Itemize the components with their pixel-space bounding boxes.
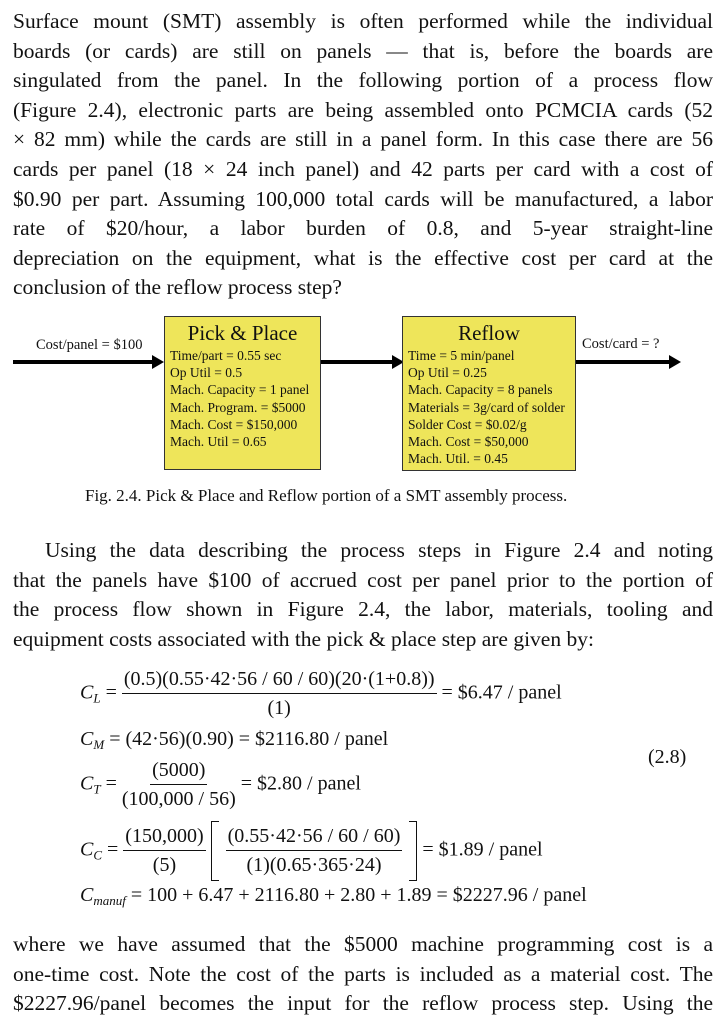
text-line: × 82 mm) while the cards are still in a panel form. In this case there are 56 — [13, 127, 713, 152]
reflow-attr: Op Util = 0.25 — [408, 365, 487, 381]
pick-place-title: Pick & Place — [187, 321, 298, 345]
text-line: $0.90 per part. Assuming 100,000 total cards will be manufactured, a labor — [13, 186, 713, 211]
output-arrow — [576, 360, 670, 364]
text-line: the process flow shown in Figure 2.4, the labor, materials, tooling and — [13, 597, 713, 622]
text-line: Surface mount (SMT) assembly is often performed while the individual — [13, 9, 713, 33]
middle-arrow — [321, 360, 393, 364]
reflow-box — [402, 316, 576, 471]
figure-caption: Fig. 2.4. Pick & Place and Reflow portion of a SMT assembly process. — [85, 486, 568, 505]
pick-place-attr: Op Util = 0.5 — [170, 365, 243, 381]
pick-place-attr: Mach. Util = 0.65 — [170, 434, 267, 450]
text-line: where we have assumed that the $5000 machine programming cost is a — [13, 932, 713, 956]
text-line: $2227.96/panel becomes the input for the reflow process step. Using the — [13, 991, 713, 1016]
text-line: boards (or cards) are still on panels — that is, before the boards are — [13, 38, 713, 63]
reflow-title: Reflow — [458, 321, 520, 345]
text-line: cards per panel (18 × 24 inch panel) and 42 parts per card with a cost of — [13, 156, 713, 181]
text-line: conclusion of the reflow process step? — [13, 275, 342, 300]
problem-statement-paragraph — [13, 7, 713, 303]
text-line: Using the data describing the process steps in Figure 2.4 and noting — [45, 538, 713, 562]
text-line: one-time cost. Note the cost of the parts is included as a material cost. The — [13, 961, 713, 986]
output-arrowhead — [669, 355, 681, 369]
text-line: singulated from the panel. In the following portion of a process flow — [13, 68, 713, 93]
text-line: equipment costs associated with the pick & place step are given by: — [13, 626, 594, 651]
assumption-paragraph — [13, 930, 713, 1019]
equation-capital-cost: $C_C$ = $\frac{(150,000)}{(5)}$ $\frac{(0.55\cdot 42\cdot 56 / 60 / 60)}{(1)(0.65\cdot 365\cdot 24)}$ = $1.89 / panel — [80, 821, 543, 881]
input-cost-label: Cost/panel = $100 — [36, 337, 143, 353]
pick-place-attr: Mach. Cost = $150,000 — [170, 416, 298, 432]
text-line: rate of $20/hour, a labor burden of 0.8, and 5-year straight-line — [13, 216, 713, 241]
equation-labor-cost: $C_L$ = $\frac{(0.5)(0.55\cdot 42\cdot 56 / 60 / 60)(20\cdot(1+0.8))}{(1)}$ = $6.47 / panel — [80, 668, 562, 719]
pick-place-attr: Mach. Capacity = 1 panel — [170, 382, 310, 398]
reflow-attr: Mach. Cost = $50,000 — [408, 434, 529, 450]
equation-number: (2.8) — [648, 746, 687, 768]
text-line: depreciation on the equipment, what is the effective cost per card at the — [13, 245, 713, 270]
reflow-attr: Solder Cost = $0.02/g — [408, 416, 527, 432]
pick-place-box — [164, 316, 321, 470]
pick-place-attr: Mach. Program. = $5000 — [170, 399, 306, 415]
capital-fraction-1: $\frac{(150,000)}{(5)}$ — [125, 825, 204, 876]
equation-manufacturing-cost: $C_{manuf} = 100 + 6.47 + 2116.80 + 2.80 + 1.89$ = $2227.96 / panel — [80, 884, 587, 908]
explanation-paragraph — [13, 536, 713, 654]
equation-tooling-cost: $C_T$ = $\frac{(5000)}{(100,000 / 56)}$ = $2.80 / panel — [80, 759, 361, 810]
equation-material-cost: $C_M = (42\cdot 56)(0.90)$ = $2116.80 / panel — [80, 728, 389, 752]
input-arrowhead — [152, 355, 164, 369]
text-line: (Figure 2.4), electronic parts are being assembled onto PCMCIA cards (52 — [13, 97, 713, 122]
pick-place-attr: Time/part = 0.55 sec — [170, 348, 282, 363]
reflow-attr: Materials = 3g/card of solder — [408, 399, 565, 415]
output-cost-label: Cost/card = ? — [582, 336, 660, 352]
tooling-fraction: $\frac{(5000)}{(100,000 / 56)}$ — [121, 759, 236, 810]
input-arrow — [13, 360, 153, 364]
right-bracket — [409, 821, 417, 881]
labor-fraction: $\frac{(0.5)(0.55\cdot 42\cdot 56 / 60 / 60)(20\cdot(1+0.8))}{(1)}$ — [123, 668, 435, 719]
capital-fraction-2: $\frac{(0.55\cdot 42\cdot 56 / 60 / 60)}{(1)(0.65\cdot 365\cdot 24)}$ — [227, 825, 401, 876]
reflow-attr: Mach. Capacity = 8 panels — [408, 382, 553, 398]
left-bracket — [211, 821, 219, 881]
reflow-attr: Time = 5 min/panel — [408, 348, 515, 363]
text-line: that the panels have $100 of accrued cost per panel prior to the portion of — [13, 567, 713, 592]
reflow-attr: Mach. Util. = 0.45 — [408, 451, 508, 467]
